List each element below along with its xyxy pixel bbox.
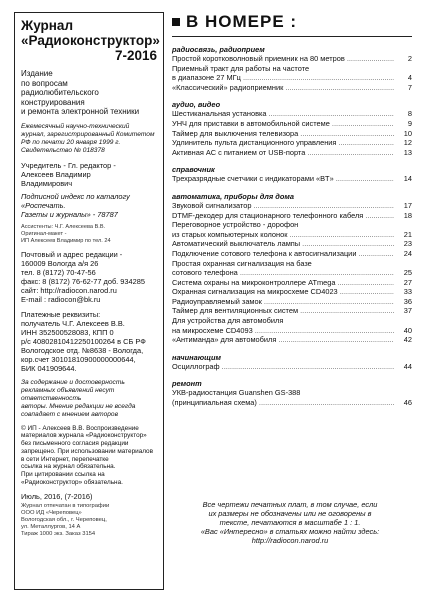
printer-line: Журнал отпечатан в типографии <box>21 502 110 509</box>
title-line: Журнал <box>21 18 74 33</box>
contact-line: 160009 Вологда а/я 26 <box>21 258 99 268</box>
entry-page-number: 2 <box>407 54 412 63</box>
entry-page-number: 14 <box>403 174 412 184</box>
printer-line: Тираж 1000 экз. Заказ 3154 <box>21 530 96 537</box>
toc-entry[interactable] <box>172 54 412 64</box>
entry-title: Для устройства для автомобиля <box>172 316 284 326</box>
toc-entry[interactable] <box>172 230 412 240</box>
toc-entry[interactable] <box>172 297 412 307</box>
layout-credits <box>21 224 157 245</box>
entry-title: Охранная сигнализация на микросхеме CD4023 ..... <box>172 287 394 297</box>
credits-line: Ассистенты: Ч.Г. Алексеева В.В. <box>21 223 106 230</box>
registration-line: Ежемесячный научно-технический <box>21 122 130 130</box>
toc-entry[interactable] <box>172 201 412 211</box>
bank-line: ИНН 352500528083, КПП 0 <box>21 327 114 337</box>
note-line: рекламных объявлений несут ответственность <box>21 386 115 402</box>
toc-section <box>172 192 412 345</box>
staff-line: Владимирович <box>21 178 73 188</box>
section-heading: начинающим <box>172 352 221 362</box>
edition-line: по вопросам <box>21 78 68 88</box>
entry-title: на микросхеме CD4093 ..... <box>172 326 394 336</box>
note-line: авторы. Мнение редакции не всегда <box>21 402 136 410</box>
toc-entry[interactable] <box>172 148 412 158</box>
toc-section <box>172 353 412 372</box>
entry-page-number: 8 <box>407 109 412 119</box>
printer-line: ООО ИД «Череповец» <box>21 509 82 516</box>
toc-entry[interactable] <box>172 239 412 249</box>
edition-line: Издание <box>21 69 53 78</box>
copyright-notice <box>21 425 157 487</box>
entry-title: Подключение сотового телефона к автосигнализации ..... <box>172 249 394 259</box>
toc-entry[interactable] <box>172 249 412 259</box>
entry-page-number: 7 <box>407 82 412 92</box>
entry-page-number: 46 <box>403 398 412 408</box>
toc-entry[interactable] <box>172 287 412 297</box>
toc-entry[interactable] <box>172 73 412 83</box>
registration-line: журнал, зарегистрированный Комитетом <box>21 130 155 138</box>
edition-line: радиолюбительского <box>21 88 99 97</box>
imprint-column <box>14 12 164 590</box>
entry-title: Автоматический выключатель лампы ..... <box>172 239 394 249</box>
copyright-line: материалов журнала «Радиоконструктор» <box>21 432 147 440</box>
edition-line: и ремонта электронной техники <box>21 107 140 116</box>
printer-info <box>21 503 157 538</box>
copyright-line: ссылка на журнал обязательна. <box>21 463 116 471</box>
email-link[interactable]: E-mail : radiocon@bk.ru <box>21 294 101 304</box>
title-line: «Радиоконструктор» <box>21 33 160 48</box>
header-divider <box>172 36 412 37</box>
entry-page-number: 4 <box>407 73 412 83</box>
footer-line: их размеры не обозначены или не оговорены в <box>208 509 372 518</box>
bank-line: Вологодское отд. №8638 - Вологда, <box>21 345 144 355</box>
footer-line: тексте, печатаются в масштабе 1 : 1. <box>219 518 361 527</box>
toc-entry[interactable] <box>172 259 412 269</box>
toc-entry[interactable] <box>172 83 412 93</box>
entry-title: УНЧ для приставки в автомобильной системе ..... <box>172 119 394 129</box>
subscription-line: «Роспечать. <box>21 200 66 210</box>
toc-entry[interactable] <box>172 129 412 139</box>
entry-page-number: 42 <box>403 335 412 345</box>
entry-title: Приемный тракт для работы на частоте <box>172 63 310 73</box>
contents-title: В НОМЕРЕ : <box>186 12 298 31</box>
section-heading: аудио, видео <box>172 100 221 110</box>
staff-line: Учредитель - Гл. редактор - <box>21 160 116 170</box>
toc-entry[interactable] <box>172 220 412 230</box>
printer-line: Вологодская обл., г. Череповец, <box>21 516 107 523</box>
toc-entry[interactable] <box>172 316 412 326</box>
entry-title: сотового телефона ..... <box>172 268 394 278</box>
registration-line: Свидетельство № 018378 <box>21 146 105 154</box>
contact-line: факс: 8 (8172) 76-62-77 доб. 934285 <box>21 276 145 286</box>
entry-title: Переговорное устройство - дорофон <box>172 220 299 230</box>
toc-entry[interactable] <box>172 64 412 74</box>
credits-line: ИП Алексеев Владимир по тел. 24 <box>21 237 111 244</box>
section-heading: ремонт <box>172 379 202 389</box>
copyright-line: © ИП - Алексеев В.В. Воспроизведение <box>21 424 139 432</box>
entry-page-number: 25 <box>403 268 412 278</box>
toc-entry[interactable] <box>172 388 412 398</box>
toc-entry[interactable] <box>172 278 412 288</box>
entry-page-number <box>394 316 412 326</box>
copyright-line: запрещено. При использовании материалов <box>21 447 153 455</box>
website-link[interactable]: сайт: http://radiocon.narod.ru <box>21 285 117 295</box>
entry-title: Радиоуправляемый замок ..... <box>172 297 394 307</box>
entry-page-number: 10 <box>403 128 412 138</box>
entry-page-number: 18 <box>403 210 412 220</box>
entry-page-number: 36 <box>403 296 412 306</box>
toc-section <box>172 165 412 184</box>
section-heading: автоматика, приборы для дома <box>172 191 294 201</box>
entry-title: УКВ-радиостанция Guanshen GS-388 <box>172 388 301 398</box>
magazine-title <box>21 18 160 63</box>
staff-line: Алексеев Владимир <box>21 169 91 179</box>
entry-page-number: 9 <box>407 118 412 128</box>
entry-page-number: 17 <box>403 200 412 210</box>
entry-title: Шестиканальная установка ..... <box>172 109 394 119</box>
issue-number: 7-2016 <box>114 48 157 63</box>
bank-details <box>21 310 157 373</box>
entry-title: Трехразрядные счетчики с индикаторами «BT» ..... <box>172 174 394 184</box>
entry-title: DTMF-декодер для стационарного телефонного кабеля ..... <box>172 211 394 221</box>
edition-line: конструирования <box>21 97 85 107</box>
footer-line: Все чертежи печатных плат, в том случае, если <box>202 500 378 509</box>
entry-title: в диапазоне 27 МГц ..... <box>172 73 394 83</box>
note-line: совпадает с мнением авторов <box>21 410 119 418</box>
staff-info <box>21 161 157 188</box>
entry-page-number <box>394 259 412 269</box>
entry-title: Таймер для выключения телевизора ..... <box>172 129 394 139</box>
registration-line: РФ по печати 20 января 1999 г. <box>21 138 121 146</box>
entry-title: «Антиманда» для автомобиля ..... <box>172 335 394 345</box>
copyright-line: в сети Интернет, перепечатке <box>21 455 109 463</box>
disclaimer-note <box>21 379 157 419</box>
entry-title: Звуковой сигнализатор ..... <box>172 201 394 211</box>
entry-page-number: 37 <box>403 306 412 316</box>
entry-page-number: 13 <box>403 147 412 157</box>
toc-entry[interactable] <box>172 335 412 345</box>
toc-entry[interactable] <box>172 306 412 316</box>
footer-line: «Вас «Интересно» в статьях можно найти здесь: <box>200 527 380 536</box>
entry-page-number: 12 <box>403 138 412 148</box>
toc-entry[interactable] <box>172 362 412 372</box>
bank-line: БИК 041909644. <box>21 363 77 373</box>
entry-title: Простой коротковолновый приемник на 80 метров ..... <box>172 54 394 64</box>
bank-line: получатель Ч.Г. Алексеев В.В. <box>21 318 125 328</box>
entry-title: из старых компьютерных колонок ..... <box>172 230 394 240</box>
toc-section <box>172 100 412 157</box>
footer-link[interactable]: http://radiocon.narod.ru <box>251 536 329 545</box>
entry-page-number: 44 <box>403 361 412 371</box>
copyright-line: «Радиоконструктор» обязательна. <box>21 479 123 487</box>
issue-date: Июль, 2016, (7-2016) <box>21 491 93 501</box>
entry-page-number: 27 <box>403 277 412 287</box>
printer-line: ул. Металлургов, 14 А <box>21 523 81 530</box>
toc-entry[interactable] <box>172 109 412 119</box>
registration-info <box>21 123 157 155</box>
copyright-line: При цитировании ссылка на <box>21 471 105 479</box>
entry-title: Таймер для вентиляционных систем ..... <box>172 306 394 316</box>
entry-title: Система охраны на микроконтроллере ATmega ..... <box>172 278 394 288</box>
toc-entry[interactable] <box>172 211 412 221</box>
bank-line: р/с 40802810412250100264 в СБ РФ <box>21 336 146 346</box>
entry-title: Удлинитель пульта дистанционного управления ..... <box>172 138 394 148</box>
bank-line: кор.счет 30101810900000000644, <box>21 354 136 364</box>
square-bullet-icon <box>172 18 180 26</box>
subscription-line: Подписной индекс по каталогу <box>21 191 130 201</box>
credits-line: Оригинал-макет - <box>21 230 67 237</box>
toc-entry[interactable] <box>172 174 412 184</box>
contents-header <box>172 12 412 32</box>
footer-note <box>172 500 408 545</box>
bank-line: Платежные реквизиты: <box>21 309 101 319</box>
edition-description <box>21 69 157 117</box>
entry-title: Простая охранная сигнализация на базе <box>172 258 312 268</box>
entry-page-number: 33 <box>403 287 412 297</box>
toc-entry[interactable] <box>172 326 412 336</box>
entry-title: (принципиальная схема) ..... <box>172 398 394 408</box>
note-line: За содержание и достоверность <box>21 378 125 386</box>
toc-sections <box>172 45 412 408</box>
contents-column <box>172 12 412 408</box>
toc-entry[interactable] <box>172 398 412 408</box>
contact-info <box>21 250 157 304</box>
entry-page-number <box>394 64 412 74</box>
subscription-line: Газеты и журналы» - 78787 <box>21 209 118 219</box>
toc-section <box>172 379 412 407</box>
entry-page-number: 40 <box>403 325 412 335</box>
toc-entry[interactable] <box>172 119 412 129</box>
entry-page-number: 23 <box>403 239 412 249</box>
entry-page-number: 21 <box>403 229 412 239</box>
contact-line: Почтовый и адрес редакции - <box>21 249 123 259</box>
toc-section <box>172 45 412 92</box>
copyright-line: без письменного согласия редакции <box>21 440 129 448</box>
entry-title: «Классический» радиоприемник ..... <box>172 83 394 93</box>
contact-line: тел. 8 (8172) 70-47-56 <box>21 267 96 277</box>
entry-page-number: 24 <box>403 248 412 258</box>
toc-entry[interactable] <box>172 268 412 278</box>
entry-page-number <box>394 220 412 230</box>
entry-page-number <box>394 388 412 398</box>
entry-title: Активная АС с питанием от USB-порта ..... <box>172 148 394 158</box>
toc-entry[interactable] <box>172 138 412 148</box>
entry-title: Осциллограф ..... <box>172 362 394 372</box>
section-heading: справочник <box>172 165 215 175</box>
subscription-info <box>21 192 157 219</box>
section-heading: радиосвязь, радиоприем <box>172 45 265 54</box>
